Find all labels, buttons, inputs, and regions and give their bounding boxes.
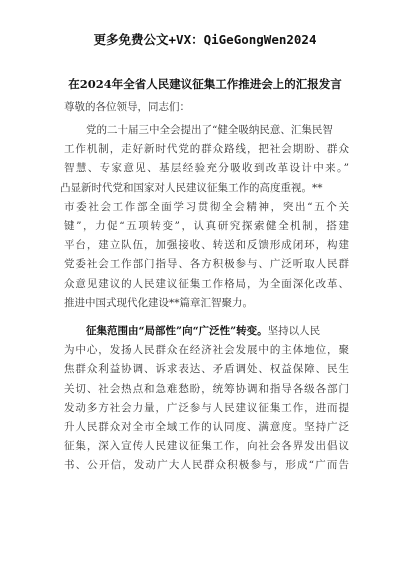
paragraph-line: 凸显新时代党和国家对人民建议征集工作的高度重视。** [60, 181, 323, 194]
salutation: 尊敬的各位领导，同志们： [64, 101, 190, 113]
paragraph-line: 关切、社会热点和急难愁盼，统筹协调和指导各级各部门 [64, 382, 349, 395]
paragraph-line: 平台，建立队伍，加强接收、转送和反馈形成闭环，构建 [64, 239, 349, 252]
document-title: 在2024年全省人民建议征集工作推进会上的汇报发言 [68, 77, 342, 91]
paragraph-line: 推进中国式现代化建设**篇章汇智聚力。 [64, 296, 253, 309]
paragraph-line: 党委社会工作部门指导、各方积极参与、广泛听取人民群 [64, 258, 349, 271]
paragraph-line [64, 322, 349, 341]
paragraph-2 [64, 322, 349, 476]
paragraph-line: 众意见建议的人民建议征集工作格局，为全面深化改革、 [64, 277, 349, 290]
paragraph-line: 键”，力促“五项转变”，认真研究探索健全机制，搭建 [64, 220, 349, 233]
paragraph-line: 发动多方社会力量，广泛参与人民建议征集工作，进而提 [64, 401, 349, 414]
paragraph-line: 工作机制，走好新时代党的群众路线，把社会期盼、群众 [64, 143, 349, 156]
paragraph-line: 智慧、专家意见、基层经验充分吸收到改革设计中来。” [64, 162, 349, 175]
watermark-header: 更多免费公文+VX：QiGeGongWen2024 [93, 32, 317, 47]
paragraph-line: 市委社会工作部全面学习贯彻全会精神，突出“五个关 [64, 200, 349, 213]
paragraph-1 [60, 121, 349, 313]
paragraph-text: 坚持以人民 [267, 325, 321, 337]
paragraph-line: 征集，深入宣传人民建议征集工作，向社会各界发出倡议 [64, 440, 349, 453]
paragraph-line: 升人民群众对全市全域工作的认同度、满意度。坚持广泛 [64, 421, 349, 434]
section-heading: 征集范围由“局部性”向“广泛性”转变。 [86, 325, 268, 337]
paragraph-line: 党的二十届三中全会提出了“健全吸纳民意、汇集民智 [86, 124, 333, 136]
paragraph-line: 焦群众利益协调、诉求表达、矛盾调处、权益保障、民生 [64, 363, 349, 376]
paragraph-line: 书、公开信，发动广大人民群众积极参与，形成“广而告 [64, 459, 349, 472]
paragraph-line: 为中心，发扬人民群众在经济社会发展中的主体地位，聚 [64, 344, 349, 357]
